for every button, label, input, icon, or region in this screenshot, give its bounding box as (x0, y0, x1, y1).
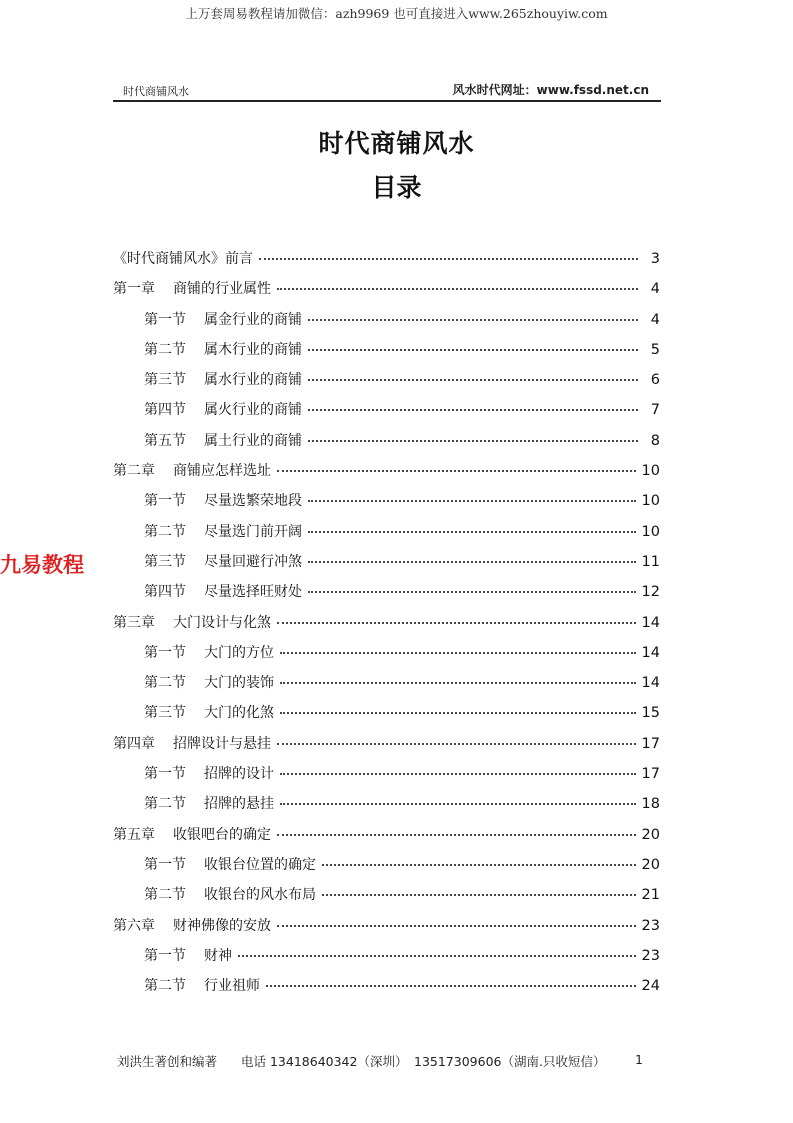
header-book-title: 时代商铺风水 (123, 85, 189, 98)
footer-author: 刘洪生著创和编著 (117, 1054, 218, 1069)
toc-page-number: 10 (641, 493, 660, 510)
toc-section-row[interactable] (113, 672, 660, 702)
table-of-contents (113, 248, 660, 1005)
toc-entry-title: 尽量选门前开阔 (204, 523, 302, 540)
toc-section-row[interactable] (113, 521, 660, 551)
toc-dot-leader (322, 864, 636, 866)
toc-section-row[interactable] (113, 945, 660, 975)
toc-entry-number: 第三章 (113, 614, 155, 631)
toc-dot-leader (280, 652, 636, 654)
toc-entry-number: 第四章 (113, 735, 155, 752)
toc-section-row[interactable] (113, 975, 660, 1005)
toc-section-row[interactable] (113, 309, 660, 339)
toc-entry-number: 第三节 (144, 705, 186, 722)
toc-page-number: 21 (641, 887, 660, 904)
toc-dot-leader (277, 743, 636, 745)
toc-page-number: 20 (641, 856, 660, 873)
toc-entry-title: 大门的方位 (204, 644, 274, 661)
toc-entry-number: 第三节 (144, 372, 186, 389)
toc-page-number: 10 (641, 523, 660, 540)
toc-dot-leader (280, 712, 636, 714)
toc-dot-leader (308, 591, 636, 593)
toc-entry-number: 第二章 (113, 463, 155, 480)
toc-entry-title: 招牌的悬挂 (204, 796, 274, 813)
toc-dot-leader (308, 500, 636, 502)
toc-section-row[interactable] (113, 430, 660, 460)
toc-dot-leader (277, 622, 636, 624)
toc-page-number: 4 (650, 281, 660, 298)
toc-entry-number: 第一节 (144, 311, 186, 328)
toc-page-number: 8 (650, 432, 660, 449)
toc-dot-leader (280, 682, 636, 684)
toc-section-row[interactable] (113, 399, 660, 429)
toc-dot-leader (308, 531, 636, 533)
document-title: 时代商铺风水 (318, 129, 475, 158)
toc-page-number: 7 (650, 402, 660, 419)
toc-chapter-row[interactable] (113, 733, 660, 763)
toc-entry-title: 收银吧台的确定 (173, 826, 271, 843)
toc-entry-title: 属火行业的商铺 (204, 402, 302, 419)
toc-dot-leader (308, 349, 638, 351)
toc-dot-leader (308, 440, 638, 442)
toc-entry-number: 第一节 (144, 644, 186, 661)
toc-entry-title: 商铺应怎样选址 (173, 463, 271, 480)
footer-phone-shenzhen: 电话 13418640342（深圳） (241, 1054, 408, 1069)
toc-entry-title: 属木行业的商铺 (204, 341, 302, 358)
toc-dot-leader (259, 258, 638, 260)
page-header (113, 80, 661, 102)
toc-entry-title: 属水行业的商铺 (204, 372, 302, 389)
toc-section-row[interactable] (113, 551, 660, 581)
toc-dot-leader (322, 894, 636, 896)
toc-entry-title: 收银台位置的确定 (204, 856, 316, 873)
toc-page-number: 23 (641, 917, 660, 934)
toc-chapter-row[interactable] (113, 612, 660, 642)
toc-entry-number: 第四节 (144, 402, 186, 419)
footer-page-number: 1 (635, 1052, 643, 1067)
toc-dot-leader (238, 955, 636, 957)
toc-dot-leader (280, 773, 636, 775)
toc-page-number: 23 (641, 947, 660, 964)
toc-dot-leader (308, 409, 638, 411)
toc-entry-title: 尽量回避行冲煞 (204, 553, 302, 570)
toc-page-number: 18 (641, 796, 660, 813)
toc-dot-leader (277, 288, 638, 290)
toc-entry-title: 属土行业的商铺 (204, 432, 302, 449)
toc-entry-number: 第五节 (144, 432, 186, 449)
toc-dot-leader (277, 925, 636, 927)
toc-entry-number: 第二节 (144, 675, 186, 692)
toc-chapter-row[interactable] (113, 915, 660, 945)
toc-page-number: 4 (650, 311, 660, 328)
toc-entry-title: 招牌的设计 (204, 766, 274, 783)
toc-entry-number: 第五章 (113, 826, 155, 843)
toc-entry-title: 收银台的风水布局 (204, 887, 316, 904)
toc-page-number: 6 (650, 372, 660, 389)
toc-entry-title: 大门设计与化煞 (173, 614, 271, 631)
toc-entry-number: 第二节 (144, 887, 186, 904)
top-banner: 上万套周易教程请加微信：azh9969 也可直接进入www.265zhouyiw.com (185, 6, 608, 21)
toc-entry-title: 财神佛像的安放 (173, 917, 271, 934)
toc-section-row[interactable] (113, 490, 660, 520)
toc-entry-number: 第二节 (144, 523, 186, 540)
toc-entry-title: 大门的化煞 (204, 705, 274, 722)
toc-section-row[interactable] (113, 793, 660, 823)
toc-entry-title: 尽量选择旺财处 (204, 584, 302, 601)
toc-page-number: 14 (641, 675, 660, 692)
toc-entry-title: 尽量选繁荣地段 (204, 493, 302, 510)
toc-section-row[interactable] (113, 854, 660, 884)
toc-dot-leader (266, 985, 636, 987)
footer-phone-hunan: 13517309606（湖南.只收短信） (414, 1054, 606, 1069)
toc-page-number: 20 (641, 826, 660, 843)
toc-dot-leader (308, 561, 636, 563)
toc-heading: 目录 (371, 173, 422, 202)
toc-entry-title: 财神 (204, 947, 232, 964)
toc-chapter-row[interactable] (113, 278, 660, 308)
toc-section-row[interactable] (113, 581, 660, 611)
toc-entry-number: 第一节 (144, 947, 186, 964)
toc-entry-title: 招牌设计与悬挂 (173, 735, 271, 752)
toc-section-row[interactable] (113, 369, 660, 399)
toc-entry-number: 第二节 (144, 796, 186, 813)
toc-dot-leader (277, 470, 636, 472)
toc-page-number: 14 (641, 614, 660, 631)
header-divider (113, 100, 661, 102)
toc-entry-title: 商铺的行业属性 (173, 281, 271, 298)
toc-entry-title: 属金行业的商铺 (204, 311, 302, 328)
toc-entry-number: 第三节 (144, 553, 186, 570)
toc-entry-number: 第二节 (144, 978, 186, 995)
toc-entry-number: 第二节 (144, 341, 186, 358)
toc-section-row[interactable] (113, 642, 660, 672)
toc-dot-leader (308, 379, 638, 381)
toc-dot-leader (277, 834, 636, 836)
toc-chapter-row[interactable] (113, 248, 660, 278)
header-website: 风水时代网址：www.fssd.net.cn (452, 83, 649, 97)
toc-section-row[interactable] (113, 702, 660, 732)
toc-entry-number: 第六章 (113, 917, 155, 934)
toc-dot-leader (308, 319, 638, 321)
toc-entry-title: 《时代商铺风水》前言 (113, 251, 253, 267)
watermark-text: 九易教程 (0, 553, 84, 577)
toc-page-number: 17 (641, 766, 660, 783)
toc-page-number: 3 (650, 251, 660, 267)
toc-section-row[interactable] (113, 884, 660, 914)
toc-entry-number: 第一节 (144, 856, 186, 873)
toc-page-number: 24 (641, 978, 660, 995)
toc-page-number: 12 (641, 584, 660, 601)
toc-entry-number: 第一章 (113, 281, 155, 298)
toc-page-number: 15 (641, 705, 660, 722)
toc-page-number: 5 (650, 341, 660, 358)
toc-page-number: 17 (641, 735, 660, 752)
toc-chapter-row[interactable] (113, 460, 660, 490)
toc-page-number: 10 (641, 463, 660, 480)
toc-entry-number: 第四节 (144, 584, 186, 601)
toc-page-number: 14 (641, 644, 660, 661)
toc-entry-title: 大门的装饰 (204, 675, 274, 692)
toc-page-number: 11 (641, 553, 660, 570)
toc-entry-number: 第一节 (144, 766, 186, 783)
toc-chapter-row[interactable] (113, 824, 660, 854)
toc-entry-title: 行业祖师 (204, 978, 260, 995)
toc-entry-number: 第一节 (144, 493, 186, 510)
toc-dot-leader (280, 803, 636, 805)
toc-section-row[interactable] (113, 763, 660, 793)
toc-section-row[interactable] (113, 339, 660, 369)
